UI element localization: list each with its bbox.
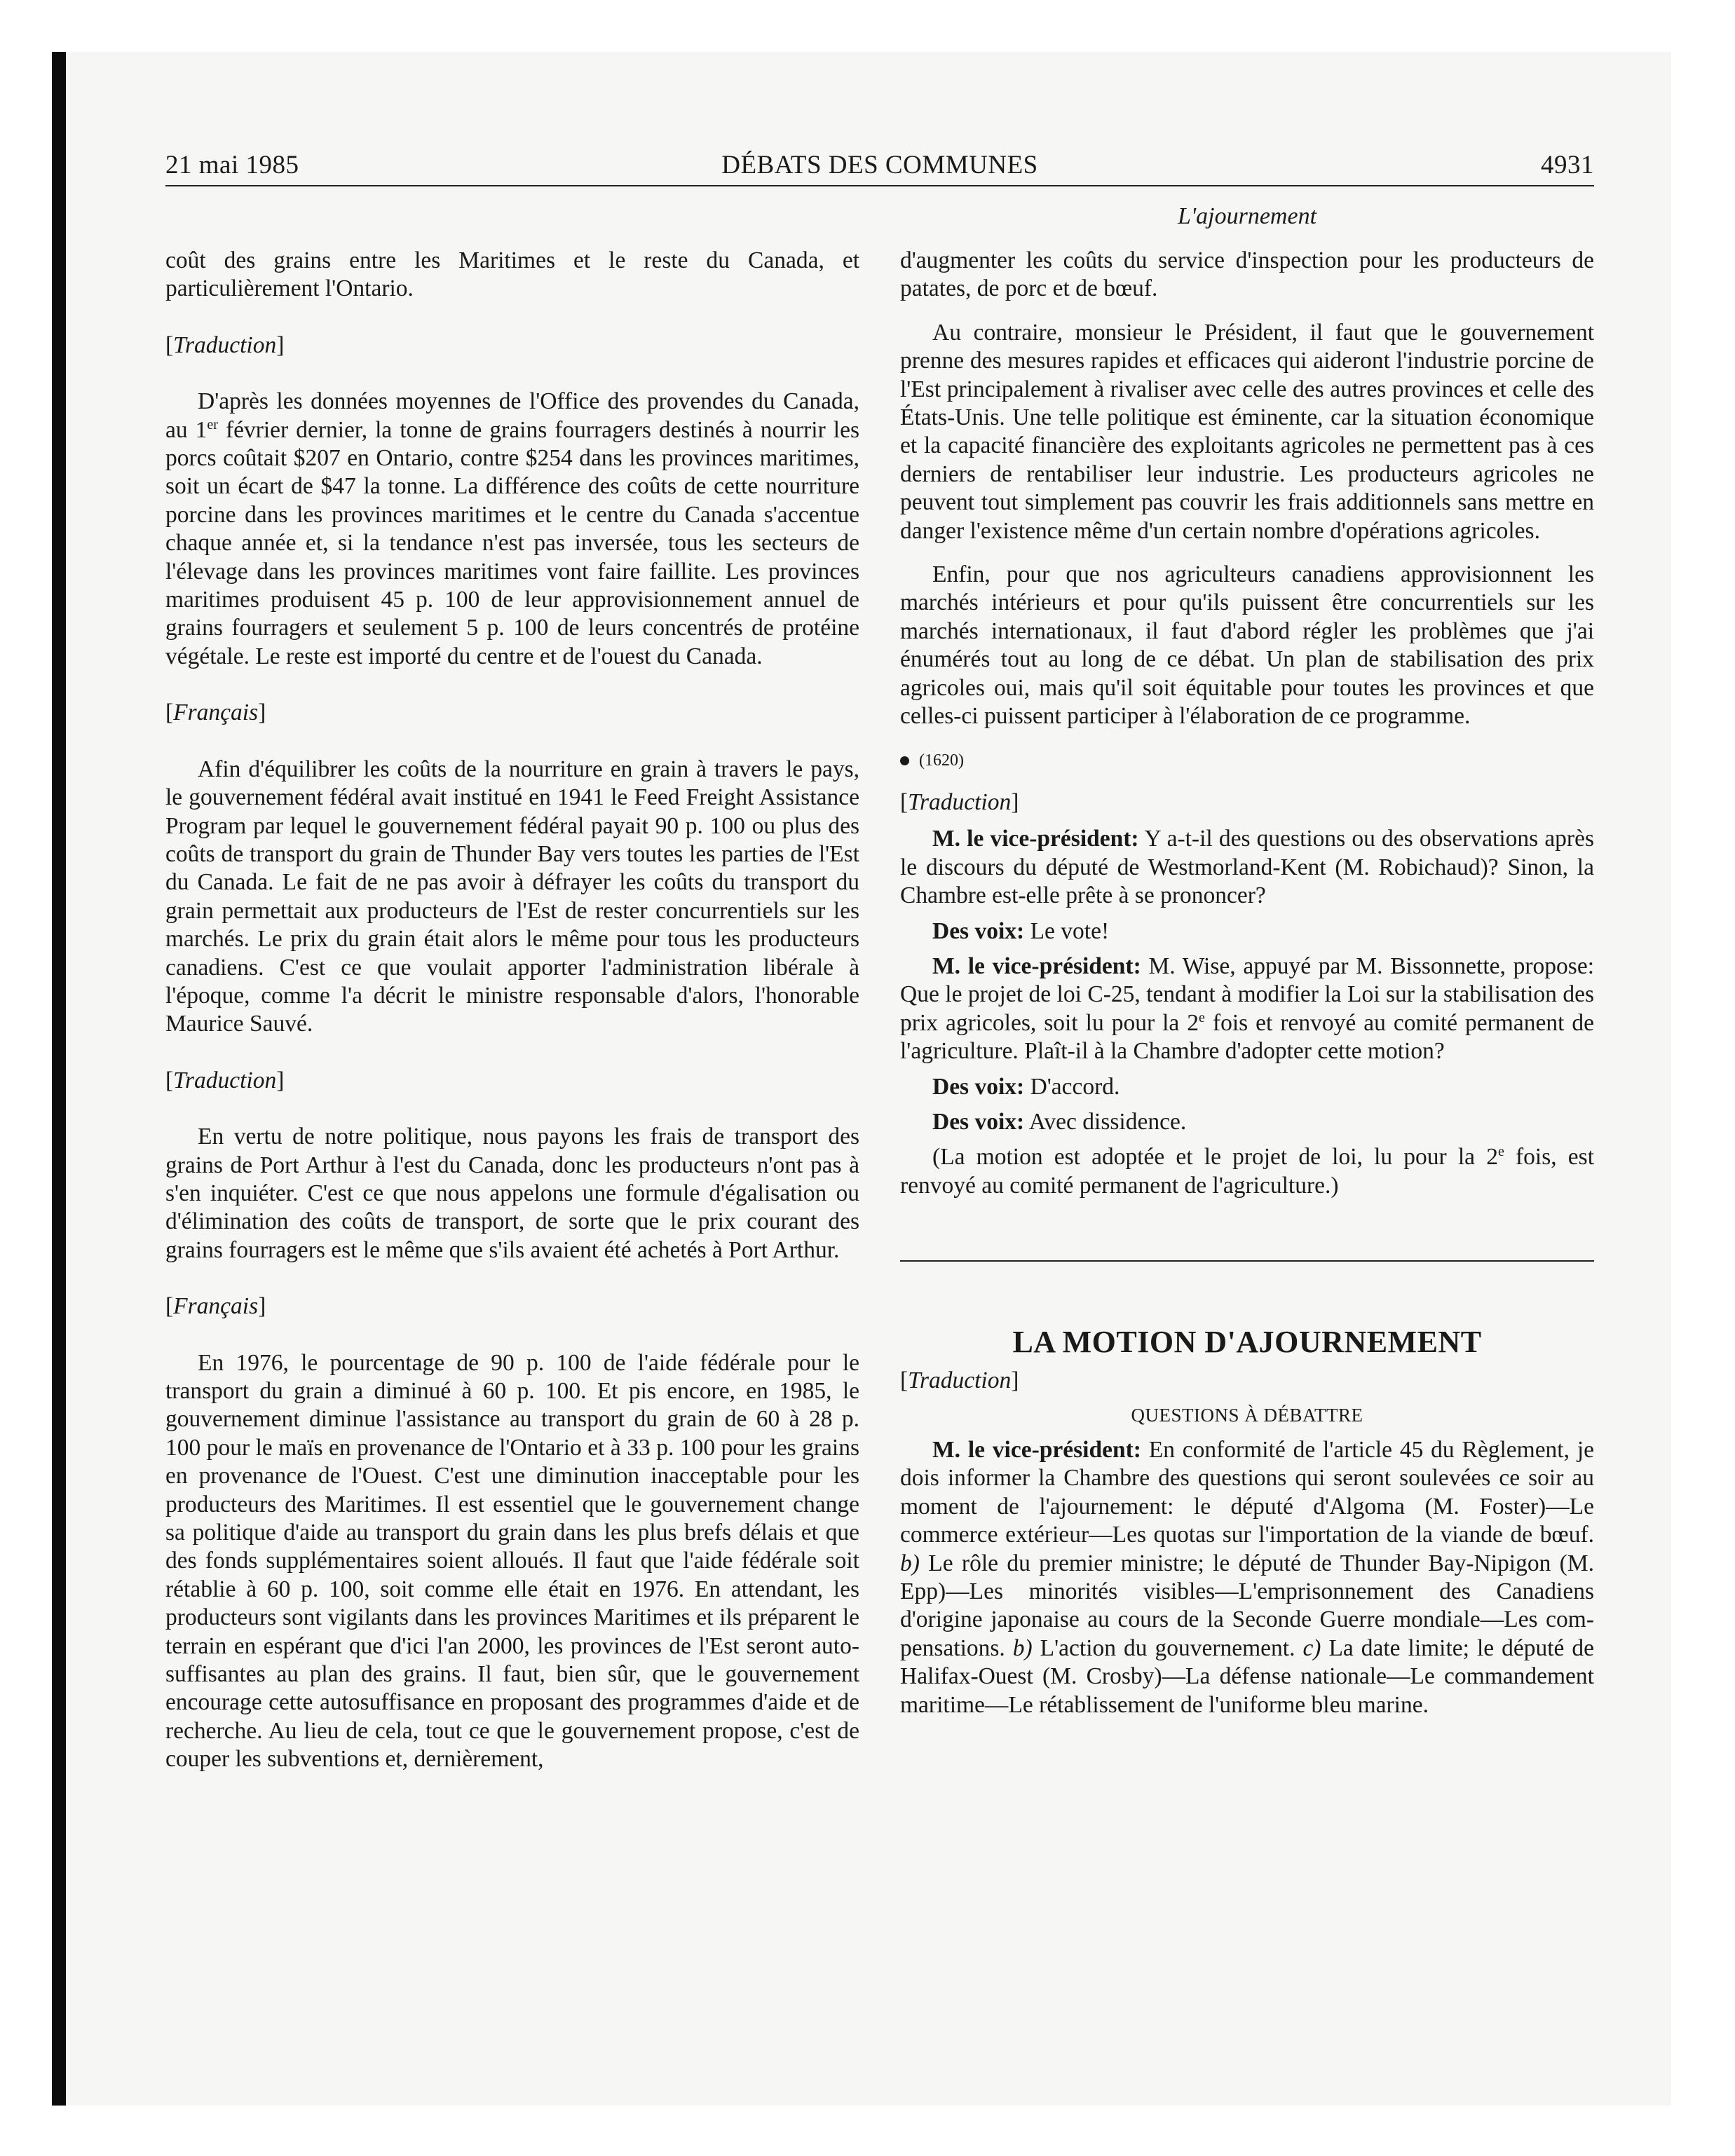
section-divider — [900, 1260, 1594, 1262]
language-tag: [Traduction] — [900, 789, 1019, 815]
language-tag: [Traduction] — [165, 1067, 285, 1093]
motion-text: (La motion est adoptée et le projet de loi, lu pour la 2 — [932, 1144, 1498, 1171]
language-tag-text: Français — [173, 700, 259, 726]
page-header — [165, 149, 1594, 186]
header-page-number: 4931 — [1541, 151, 1594, 179]
speaker-name: Des voix: — [932, 1073, 1025, 1100]
time-stamp: (1620) — [919, 751, 964, 770]
language-tag-text: Français — [173, 1293, 259, 1320]
superscript: er — [207, 416, 218, 432]
speaker-name: Des voix: — [932, 917, 1025, 944]
paragraph-text: D'après les données moyennes de l'Office des provendes du Canada, au 1 — [165, 388, 859, 443]
speech-text: Avec dissidence. — [1024, 1108, 1187, 1135]
language-tag-text: Traduction — [908, 1367, 1012, 1394]
speech — [900, 1108, 1594, 1136]
section-heading: L'ajournement — [1177, 203, 1317, 229]
speech-text: En conformité de l'article 45 du Règlement, je dois informer la Chambre des questions qui seront soulevées ce soir au moment de l'ajournement: le député d'Algoma (M. Foster)—Le commerce extérieur—Les quotas sur l'importation de la viande de bœuf. — [900, 1437, 1594, 1548]
speech — [900, 1436, 1594, 1719]
speaker-name: Des voix: — [932, 1108, 1025, 1135]
speech — [900, 917, 1594, 946]
speech-text: La date limite; le député de Halifax-Ouest (M. Crosby)—La défense nationale—Le commandement maritime—Le rétablissement de l'uniforme bleu marine. — [900, 1635, 1594, 1718]
motion-text: fois, est renvoyé au comité permanent de l'agriculture.) — [900, 1144, 1595, 1199]
speech-text: Le rôle du premier ministre; le député de Thunder Bay-Nipigon (M. Epp)—Les minorités visibles—L'emprisonnement des Canadiens d'origine japonaise au cours de la Seconde Guerre mondiale—Les compensations. — [900, 1550, 1594, 1661]
item-label: b) — [1012, 1635, 1033, 1661]
bullet-icon — [900, 756, 909, 765]
speech — [900, 1073, 1594, 1101]
speech-text: D'accord. — [1024, 1073, 1120, 1100]
language-tag-text: Traduction — [173, 1067, 277, 1093]
left-column — [165, 247, 859, 1802]
speaker-name: M. le vice-président: — [932, 826, 1139, 852]
header-journal-title: DÉBATS DES COMMUNES — [721, 151, 1038, 179]
paragraph — [165, 388, 859, 671]
time-marker — [900, 746, 1594, 775]
speech-text: L'action du gouvernement. — [1032, 1635, 1303, 1661]
paragraph: Enfin, pour que nos agriculteurs canadiens approvisionnent les marchés intérieurs et pour qu'ils puissent être concurrentiels sur les marchés internationaux, il faut d'abord régler les problèmes que j'ai énumérés tout au long de ce débat. Un plan de stabilisation des prix agricoles oui, mais qu'il soit équitable pour toutes les provinces et que celles-ci puissent participer à l'élaboration de ce programme. — [900, 561, 1594, 730]
speech — [900, 825, 1594, 910]
speech-text: Y a-t-il des questions ou des observations après le discours du député de Westmorland-Kent (M. Robichaud)? Sinon, la Chambre est-elle prête à se prononcer? — [900, 826, 1594, 909]
section-title: LA MOTION D'AJOURNEMENT — [1012, 1325, 1482, 1360]
language-tag: [Traduction] — [165, 332, 285, 358]
superscript: e — [1199, 1009, 1205, 1025]
paragraph: d'augmenter les coûts du service d'inspection pour les producteurs de patates, de porc et de bœuf. — [900, 247, 1594, 302]
superscript: e — [1497, 1144, 1504, 1160]
right-column — [900, 247, 1594, 1726]
speech-text: fois et renvoyé au comité permanent de l'agriculture. Plaît-il à la Chambre d'adopter cette motion? — [900, 1009, 1594, 1065]
subsection-heading: QUESTIONS À DÉBATTRE — [1131, 1404, 1363, 1426]
header-date: 21 mai 1985 — [165, 151, 299, 179]
speech — [900, 953, 1594, 1066]
item-label: c) — [1302, 1635, 1321, 1661]
paragraph-text: février dernier, la tonne de grains fourragers destinés à nourrir les porcs coûtait $207 en Ontario, contre $254 dans les provinces maritimes, soit un écart de $47 la tonne. La différence des coûts de cette nourriture porcine dans les provinces maritimes et le centre du Canada s'accentue chaque année et, si la tendance n'est pas inversée, tous les secteurs de l'élevage dans les provinces maritimes vont faire faillite. Les provinces maritimes produisent 45 p. 100 de leur approvisionnement annuel de grains fourragers et seulement 5 p. 100 de leurs concentrés de protéine végétale. Le reste est importé du centre et de l'ouest du Canada. — [165, 416, 859, 669]
speaker-name: M. le vice-président: — [932, 953, 1141, 979]
paragraph: En vertu de notre politique, nous payons les frais de transport des grains de Port Arthur à l'est du Canada, donc les producteurs n'ont pas à s'en inquiéter. C'est ce que nous appelons une formule d'égalisation ou d'élimination des coûts de transport, de sorte que le prix courant des grains fourragers est le même que s'ils avaient été achetés à Port Arthur. — [165, 1124, 859, 1263]
paragraph: En 1976, le pourcentage de 90 p. 100 de l'aide fédérale pour le transport du grain a diminué à 60 p. 100. Et pis encore, en 1985, le gouvernement diminue l'assistance au transport du grain de 60 à 28 p. 100 pour le maïs en provenance de l'Ontario et à 33 p. 100 pour les grains en provenance de l'Ouest. C'est une diminution inacceptable pour les producteurs des Maritimes. Il est essentiel que le gouvernement change sa politique d'aide au transport du grain dans les plus brefs délais et que des fonds supplémentaires soient alloués. Il faut que l'aide fédérale soit rétablie à 60 p. 100, soit comme elle était en 1976. En attendant, les producteurs sont vigilants dans les provinces Maritimes et ils préparent le terrain en espérant que d'ici l'an 2000, les provinces de l'Est seront auto-suffisantes au plan des grains. Il faut, bien sûr, que le gouvernement encourage cette autosuffisance en proposant des programmes d'aide et de recherche. Au lieu de cela, tout ce que le gouvernement propose, c'est de couper les subventions et, dernièrement, — [165, 1349, 859, 1773]
paragraph: Afin d'équilibrer les coûts de la nourriture en grain à travers le pays, le gouvernement fédéral avait institué en 1941 le Feed Freight Assistance Program par lequel le gouvernement fédéral payait 90 p. 100 ou plus des coûts de transport du grain de Thunder Bay vers toutes les parties de l'Est du Canada. Le fait de ne pas avoir à défrayer les coûts du transport du grain permettait aux producteurs de l'Est de rester concurrentiels sur les marchés. Le prix du grain était alors le même pour tous les producteurs canadiens. C'est ce que voulait apporter l'administration libérale à l'époque, comme l'a décrit le ministre responsable d'alors, l'honorable Maurice Sauvé. — [165, 756, 859, 1037]
language-tag: [Français] — [165, 1293, 266, 1320]
motion-result — [900, 1143, 1594, 1200]
language-tag: [Traduction] — [900, 1367, 1019, 1394]
paragraph: Au contraire, monsieur le Président, il faut que le gouvernement prenne des mesures rapides et efficaces qui aideront l'industrie porcine de l'Est principalement à rivaliser avec celle des autres provinces et celle des États-Unis. Une telle politique est éminente, car la situation économique et la capacité financière des exploitants agricoles ne permettent pas à ces derniers de rentabiliser leur industrie. Les producteurs agricoles ne peuvent tout simplement pas couvrir les frais additionnels sans mettre en danger l'existence même d'un certain nombre d'opérations agricoles. — [900, 319, 1594, 544]
speech-text: Le vote! — [1024, 917, 1110, 944]
speaker-name: M. le vice-président: — [932, 1437, 1141, 1463]
item-label: b) — [900, 1550, 920, 1576]
scan-edge-bar — [52, 52, 66, 2106]
language-tag: [Français] — [165, 700, 266, 726]
language-tag-text: Traduction — [173, 332, 277, 358]
speech-text: M. Wise, appuyé par M. Bissonnette, propose: Que le projet de loi C-25, tendant à modifier la Loi sur la stabilisation des prix agricoles, soit lu pour la 2 — [900, 953, 1594, 1036]
language-tag-text: Traduction — [908, 789, 1012, 815]
paragraph: coût des grains entre les Maritimes et le reste du Canada, et particulièrement l'Ontario. — [165, 247, 859, 302]
